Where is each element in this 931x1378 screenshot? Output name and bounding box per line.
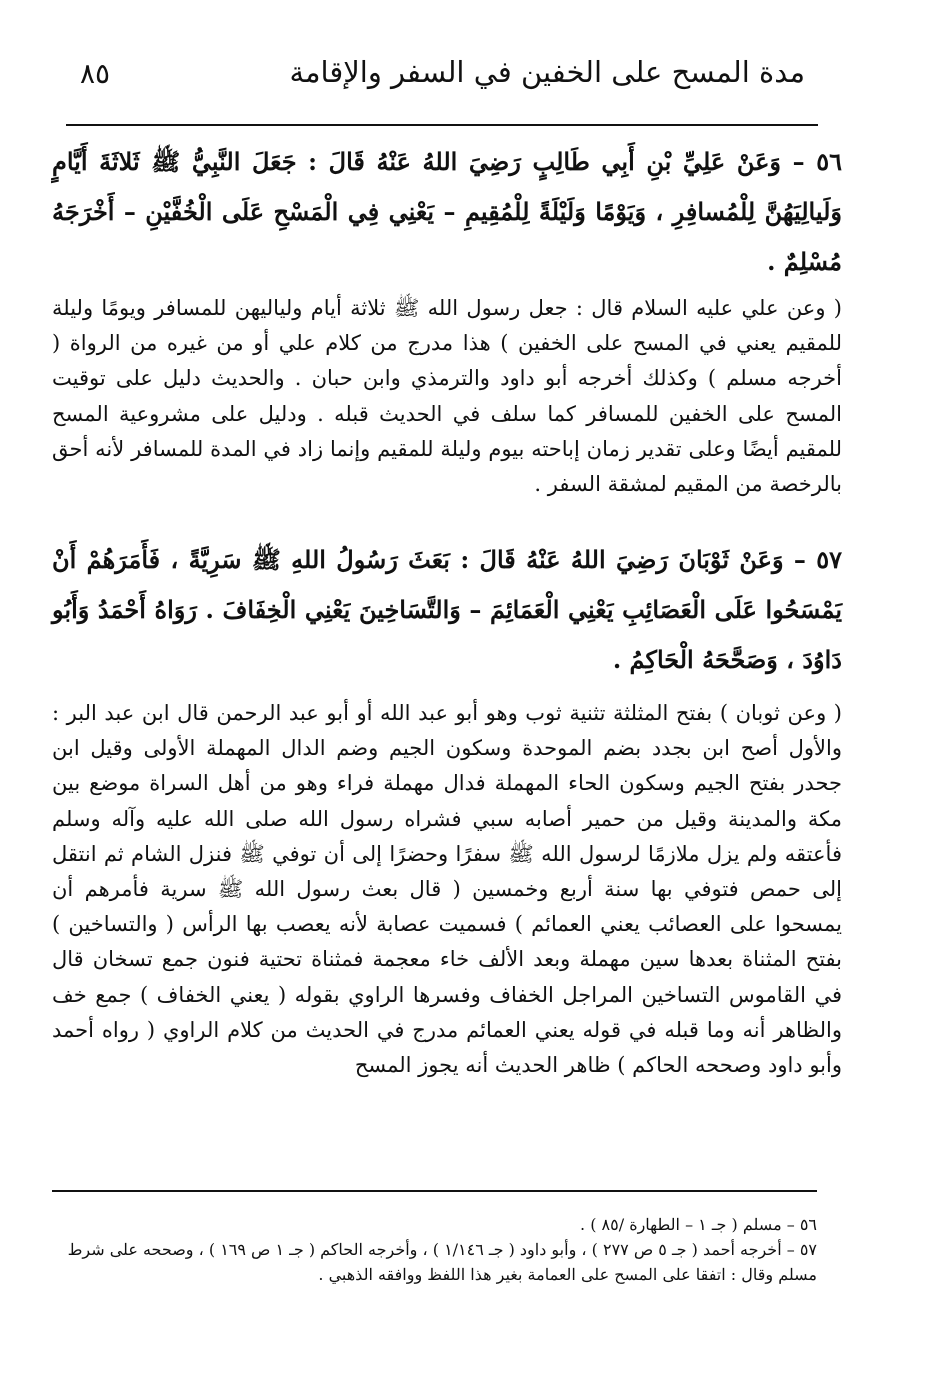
commentary-57: ( وعن ثوبان ) بفتح المثلثة تثنية ثوب وهو أبو عبد الله أو أبو عبد الرحمن قال ابن عبد البر : والأول أصح ابن بجدد بضم الموحدة وسكون الجيم وضم الدال المهملة الأولى وقيل ابن جحدر بفتح الجيم وسكون الحاء المهملة فدال مهملة فراء وهو من أهل السراة موضع بين مكة والمدينة وقيل من حمير أصابه سبي فشراه رسول الله صلى الله عليه وآله وسلم فأعتقه ولم يزل ملازمًا لرسول الله ﷺ سفرًا وحضرًا إلى أن توفي ﷺ فنزل الشام ثم انتقل إلى حمص فتوفي بها سنة أربع وخمسين ( قال بعث رسول الله ﷺ سرية فأمرهم أن يمسحوا على العصائب يعني العمائم ) فسميت عصابة لأنه يعصب بها الرأس ( والتساخين ) بفتح المثناة بعدها سين مهملة وبعد الألف خاء معجمة فمثناة تحتية فنون جمع تسخان قال في القاموس التساخين المراجل الخفاف وفسرها الراوي بقوله ( يعني الخفاف ) جمع خف والظاهر أنه وما قبله في قوله يعني العمائم مدرج في الحديث من كلام الراوي ( رواه أحمد وأبو داود وصححه الحاكم ) ظاهر الحديث أنه يجوز المسح (52, 701, 842, 1078)
page-body (52, 137, 842, 1136)
hadith-56: ٥٦ – وَعَنْ عَلِيِّ بْنِ أَبِي طَالِبٍ رَضِيَ اللهُ عَنْهُ قَالَ : جَعَلَ النَّبِيُّ ﷺ ثَلاثَةَ أَيَّامٍ وَلَيالِيَهُنَّ لِلْمُسافِرِ ، وَيَوْمًا وَلَيْلَةً لِلْمُقِيمِ – يَعْنِي فِي الْمَسْحِ عَلَى الْخُفَّيْنِ – أَخْرَجَهُ مُسْلِمٌ . (52, 147, 842, 276)
page-header (45, 45, 870, 115)
footnotes (52, 1212, 817, 1287)
running-title: مدة المسح على الخفين في السفر والإقامة (289, 55, 805, 89)
page-number: ٨٥ (80, 57, 111, 90)
header-rule (66, 124, 818, 126)
footnote-rule (52, 1190, 817, 1192)
commentary-56: ( وعن علي عليه السلام قال : جعل رسول الله ﷺ ثلاثة أيام ولياليهن للمسافر ويومًا وليلة للمقيم يعني في المسح على الخفين ) هذا مدرج من كلام علي أو من غيره من الرواة ( أخرجه مسلم ) وكذلك أخرجه أبو داود والترمذي وابن حبان . والحديث دليل على توقيت المسح على الخفين للمسافر كما سلف في الحديث قبله . ودليل على مشروعية المسح للمقيم أيضًا وعلى تقدير زمان إباحته بيوم وليلة للمقيم وإنما زاد في المدة للمسافر لأنه أحق بالرخصة من المقيم لمشقة السفر . (52, 296, 842, 497)
hadith-57: ٥٧ – وَعَنْ ثَوْبَانَ رَضِيَ اللهُ عَنْهُ قَالَ : بَعَثَ رَسُولُ اللهِ ﷺ سَرِيَّةً ، فَأَمَرَهُمْ أَنْ يَمْسَحُوا عَلَى الْعَصَائِبِ يَعْنِي الْعَمَائِمَ – وَالتَّسَاخِينَ يَعْنِي الْخِفَافَ . رَوَاهُ أَحْمَدُ وَأَبُو دَاوُدَ ، وَصَحَّحَهُ الْحَاكِمُ . (52, 545, 842, 674)
footnote-57: ٥٧ – أخرجه أحمد ( جـ ٥ ص ٢٧٧ ) ، وأبو داود ( جـ ١/١٤٦ ) ، وأخرجه الحاكم ( جـ ١ ص ١٦٩ ) ، وصححه على شرط مسلم وقال : اتفقا على المسح على العمامة بغير هذا اللفظ ووافقه الذهبي . (67, 1240, 817, 1284)
footnote-56: ٥٦ – مسلم ( جـ ١ – الطهارة /٨٥ ) . (580, 1215, 817, 1234)
